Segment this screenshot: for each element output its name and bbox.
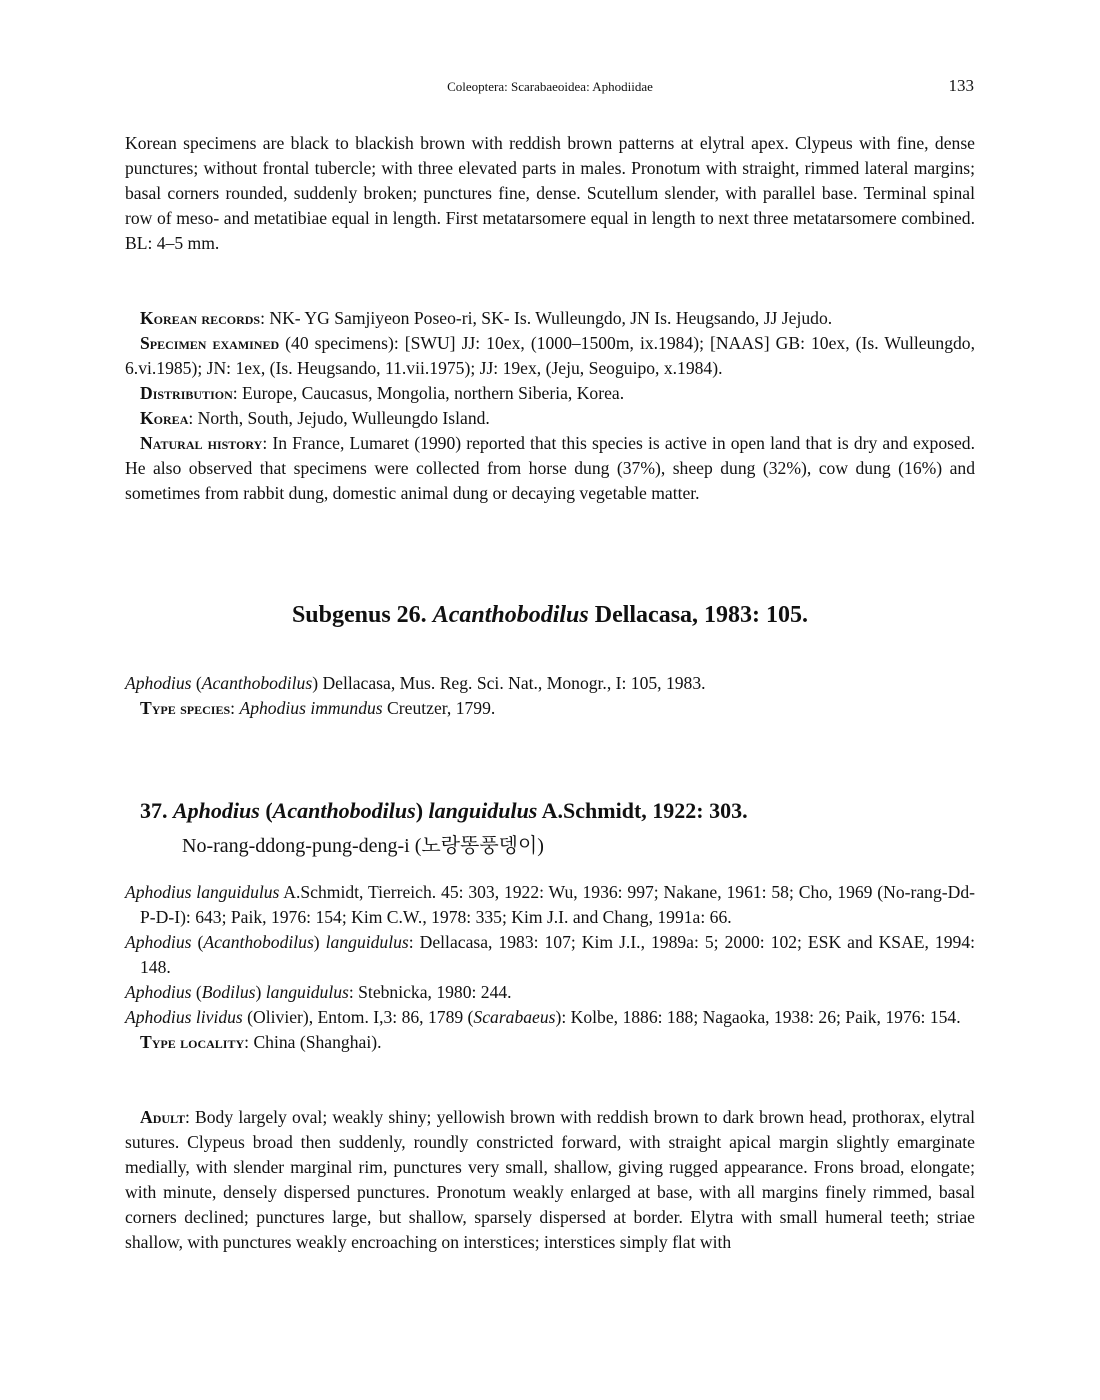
subgenus-citation: Aphodius (Acanthobodilus) Dellacasa, Mus. Reg. Sci. Nat., Monogr., I: 105, 1983. xyxy=(125,673,706,693)
korea-range: Korea: North, South, Jejudo, Wulleungdo Island. xyxy=(140,408,490,428)
distribution-label: Distribution xyxy=(140,383,233,403)
synonym-entry: Aphodius lividus (Olivier), Entom. I,3: 86, 1789 (Scarabaeus): Kolbe, 1886: 188; Nagaoka, 1938: 26; Paik, 1976: 154. xyxy=(125,1007,961,1027)
intro-paragraph: Korean specimens are black to blackish brown with reddish brown patterns at elytral apex. Clypeus with fine, dense punctures; without frontal tubercle; with three elevated parts in males. Pronotum with straight, rimmed lateral margins; basal corners rounded, suddenly broken; punctures fine, dense. Scutellum slender, with parallel base. Terminal spinal row of meso- and metatibiae equal in length. First metatarsomere equal in length to next three metatarsomere combined. BL: 4–5 mm. xyxy=(125,133,975,253)
korea-label: Korea xyxy=(140,408,189,428)
running-head: Coleoptera: Scarabaeoidea: Aphodiidae xyxy=(447,79,653,94)
korean-common-name: No-rang-ddong-pung-deng-i (노랑똥풍뎅이) xyxy=(182,835,544,857)
natural-history: Natural history: In France, Lumaret (1990) reported that this species is active in open land that is dry and exposed. He also observed that specimens were collected from horse dung (37%), sheep dung (32%), cow dung (16%) and sometimes from rabbit dung, domestic animal dung or decaying vegetable matter. xyxy=(125,433,975,503)
adult-description: Adult: Body largely oval; weakly shiny; yellowish brown with reddish brown to dark brown head, prothorax, elytral sutures. Clypeus broad then suddenly, roundly constricted forward, with straight apical margin slightly emarginate medially, with slender marginal rim, punctures very small, shallow, giving rugged appearance. Frons broad, elongate; with minute, densely dispersed punctures. Pronotum weakly enlarged at base, with all margins finely rimmed, basal corners declined; punctures large, but shallow, sparsely dispersed at border. Elytra with small humeral teeth; striae shallow, with punctures weakly encroaching on interstices; interstices simply flat with xyxy=(125,1107,975,1252)
adult-label: Adult xyxy=(140,1107,185,1127)
specimens-examined: Specimen examined (40 specimens): [SWU] JJ: 10ex, (1000–1500m, ix.1984); [NAAS] GB: 10ex, (Is. Wulleungdo, 6.vi.1985); JN: 1ex, (Is. Heugsando, 11.vii.1975); JJ: 19ex, (Jeju, Seoguipo, x.1984). xyxy=(125,333,975,378)
type-locality: Type locality: China (Shanghai). xyxy=(140,1032,382,1052)
korean-records: Korean records: NK- YG Samjiyeon Poseo-ri, SK- Is. Wulleungdo, JN Is. Heugsando, JJ Jejudo. xyxy=(140,308,833,328)
species-heading: 37. Aphodius (Acanthobodilus) languidulus A.Schmidt, 1922: 303. xyxy=(140,798,748,823)
subgenus-heading: Subgenus 26. Acanthobodilus Dellacasa, 1983: 105. xyxy=(291,602,809,628)
synonymy-block xyxy=(125,880,975,1055)
page-header xyxy=(0,76,1100,98)
subgenus-references xyxy=(125,671,975,721)
synonym-entry: Aphodius languidulus A.Schmidt, Tierreich. 45: 303, 1922: Wu, 1936: 997; Nakane, 1961: 58; Cho, 1969 (No-rang-Dd-P-D-I): 643; Paik, 1976: 154; Kim C.W., 1978: 335; Kim J.I. and Chang, 1991a: 66. xyxy=(125,882,975,927)
synonym-entry: Aphodius (Bodilus) languidulus: Stebnicka, 1980: 244. xyxy=(125,982,512,1002)
type-species: Type species: Aphodius immundus Creutzer, 1799. xyxy=(140,698,496,718)
records-block xyxy=(125,306,975,506)
synonym-entry: Aphodius (Acanthobodilus) languidulus: Dellacasa, 1983: 107; Kim J.I., 1989a: 5; 2000: 102; ESK and KSAE, 1994: 148. xyxy=(125,932,976,977)
distribution: Distribution: Europe, Caucasus, Mongolia, northern Siberia, Korea. xyxy=(140,383,625,403)
specimens-label: Specimen examined xyxy=(140,333,280,353)
natural-history-label: Natural history xyxy=(140,433,263,453)
korean-records-label: Korean records xyxy=(140,308,261,328)
page-number: 133 xyxy=(948,76,974,95)
